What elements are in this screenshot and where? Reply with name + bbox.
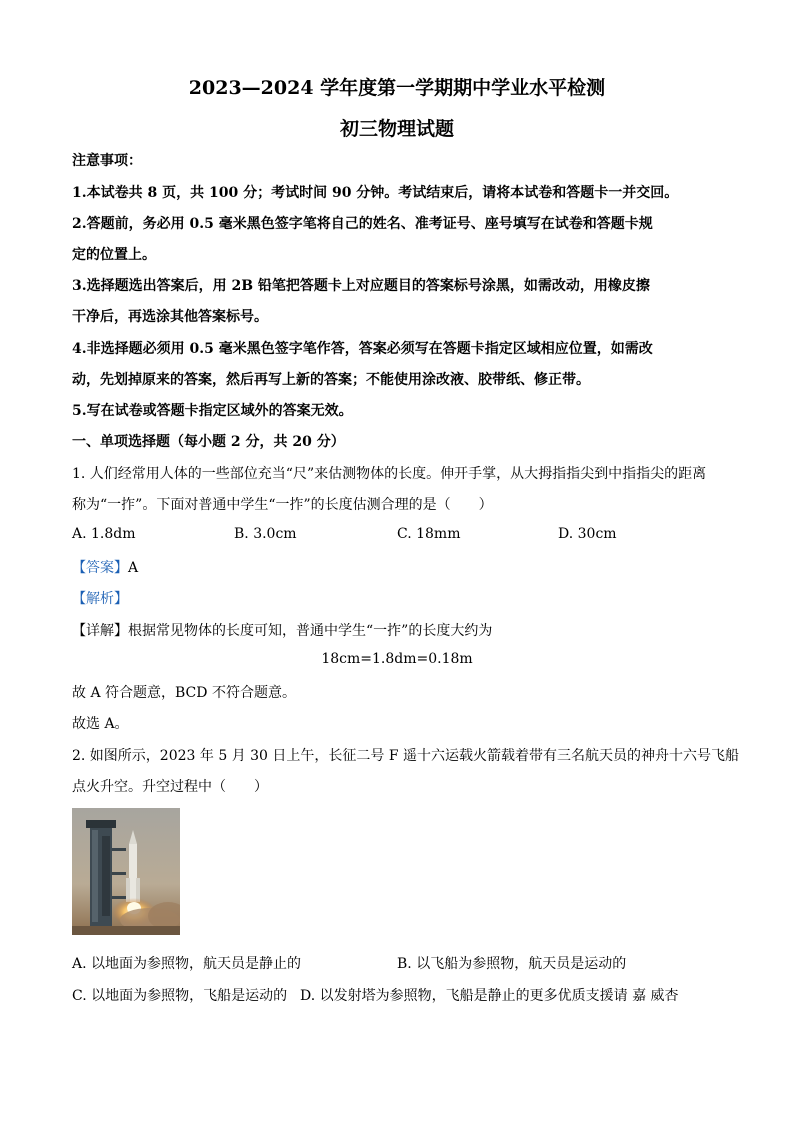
notice-line-8: 5.写在试卷或答题卡指定区域外的答案无效。 bbox=[72, 403, 353, 419]
q1-option-d: D. 30cm bbox=[558, 526, 617, 542]
q1-formula: 18cm=1.8dm=0.18m bbox=[321, 651, 473, 667]
notice-line-5: 干净后，再选涂其他答案标号。 bbox=[72, 309, 268, 325]
notice-line-6: 4.非选择题必须用 0.5 毫米黑色签字笔作答，答案必须写在答题卡指定区域相应位置，如需改 bbox=[72, 341, 653, 357]
q1-detail bbox=[72, 620, 492, 640]
notice-line-2: 2.答题前，务必用 0.5 毫米黑色签字笔将自己的姓名、准考证号、座号填写在试卷和答题卡规 bbox=[72, 216, 653, 232]
section-heading: 一、单项选择题（每小题 2 分，共 20 分） bbox=[72, 434, 345, 450]
notice-line-1: 1.本试卷共 8 页，共 100 分；考试时间 90 分钟。考试结束后，请将本试卷和答题卡一并交回。 bbox=[72, 185, 679, 201]
q1-option-b: B. 3.0cm bbox=[234, 526, 297, 542]
notice-line-7: 动，先划掉原来的答案，然后再写上新的答案；不能使用涂改液、胶带纸、修正带。 bbox=[72, 372, 590, 388]
exam-title: 2023—2024 学年度第一学期期中学业水平检测 bbox=[188, 77, 606, 99]
notice-line-3: 定的位置上。 bbox=[72, 247, 156, 263]
exam-subtitle: 初三物理试题 bbox=[339, 118, 454, 140]
answer-value: A bbox=[128, 560, 139, 576]
q1-option-a: A. 1.8dm bbox=[72, 526, 136, 542]
q2-stem-line-2: 点火升空。升空过程中（ ） bbox=[72, 779, 268, 795]
detail-text: 根据常见物体的长度可知，普通中学生“一拃”的长度大约为 bbox=[128, 623, 493, 639]
answer-label: 【答案】 bbox=[72, 560, 128, 576]
q1-choice: 故选 A。 bbox=[72, 716, 129, 732]
q1-analysis bbox=[72, 588, 128, 608]
q2-option-a: A. 以地面为参照物，航天员是静止的 bbox=[72, 956, 302, 972]
q1-stem-line-2: 称为“一拃”。下面对普通中学生“一拃”的长度估测合理的是（ ） bbox=[72, 497, 493, 513]
q1-answer bbox=[72, 557, 138, 577]
notice-heading: 注意事项： bbox=[72, 153, 142, 169]
q2-stem-line-1: 2. 如图所示，2023 年 5 月 30 日上午，长征二号 F 遥十六运载火箭载着带有三名航天员的神舟十六号飞船 bbox=[72, 748, 740, 764]
trailing-text: 更多优质支援请 嘉 威杏 bbox=[529, 988, 679, 1004]
detail-label: 【详解】 bbox=[72, 623, 128, 639]
q1-stem-line-1: 1. 人们经常用人体的一些部位充当“尺”来估测物体的长度。伸开手掌，从大拇指指尖到中指指尖的距离 bbox=[72, 466, 707, 482]
notice-line-4: 3.选择题选出答案后，用 2B 铅笔把答题卡上对应题目的答案标号涂黑，如需改动，用橡皮擦 bbox=[72, 278, 650, 294]
q2-option-b: B. 以飞船为参照物，航天员是运动的 bbox=[397, 956, 627, 972]
q1-option-c: C. 18mm bbox=[397, 526, 461, 542]
q2-option-d: D. 以发射塔为参照物，飞船是静止的 bbox=[300, 988, 530, 1004]
q1-conclusion: 故 A 符合题意，BCD 不符合题意。 bbox=[72, 685, 296, 701]
q2-option-c: C. 以地面为参照物，飞船是运动的 bbox=[72, 988, 288, 1004]
analysis-label: 【解析】 bbox=[72, 591, 128, 607]
q2-option-d-line bbox=[300, 985, 679, 1005]
rocket-launch-photo bbox=[72, 808, 180, 935]
